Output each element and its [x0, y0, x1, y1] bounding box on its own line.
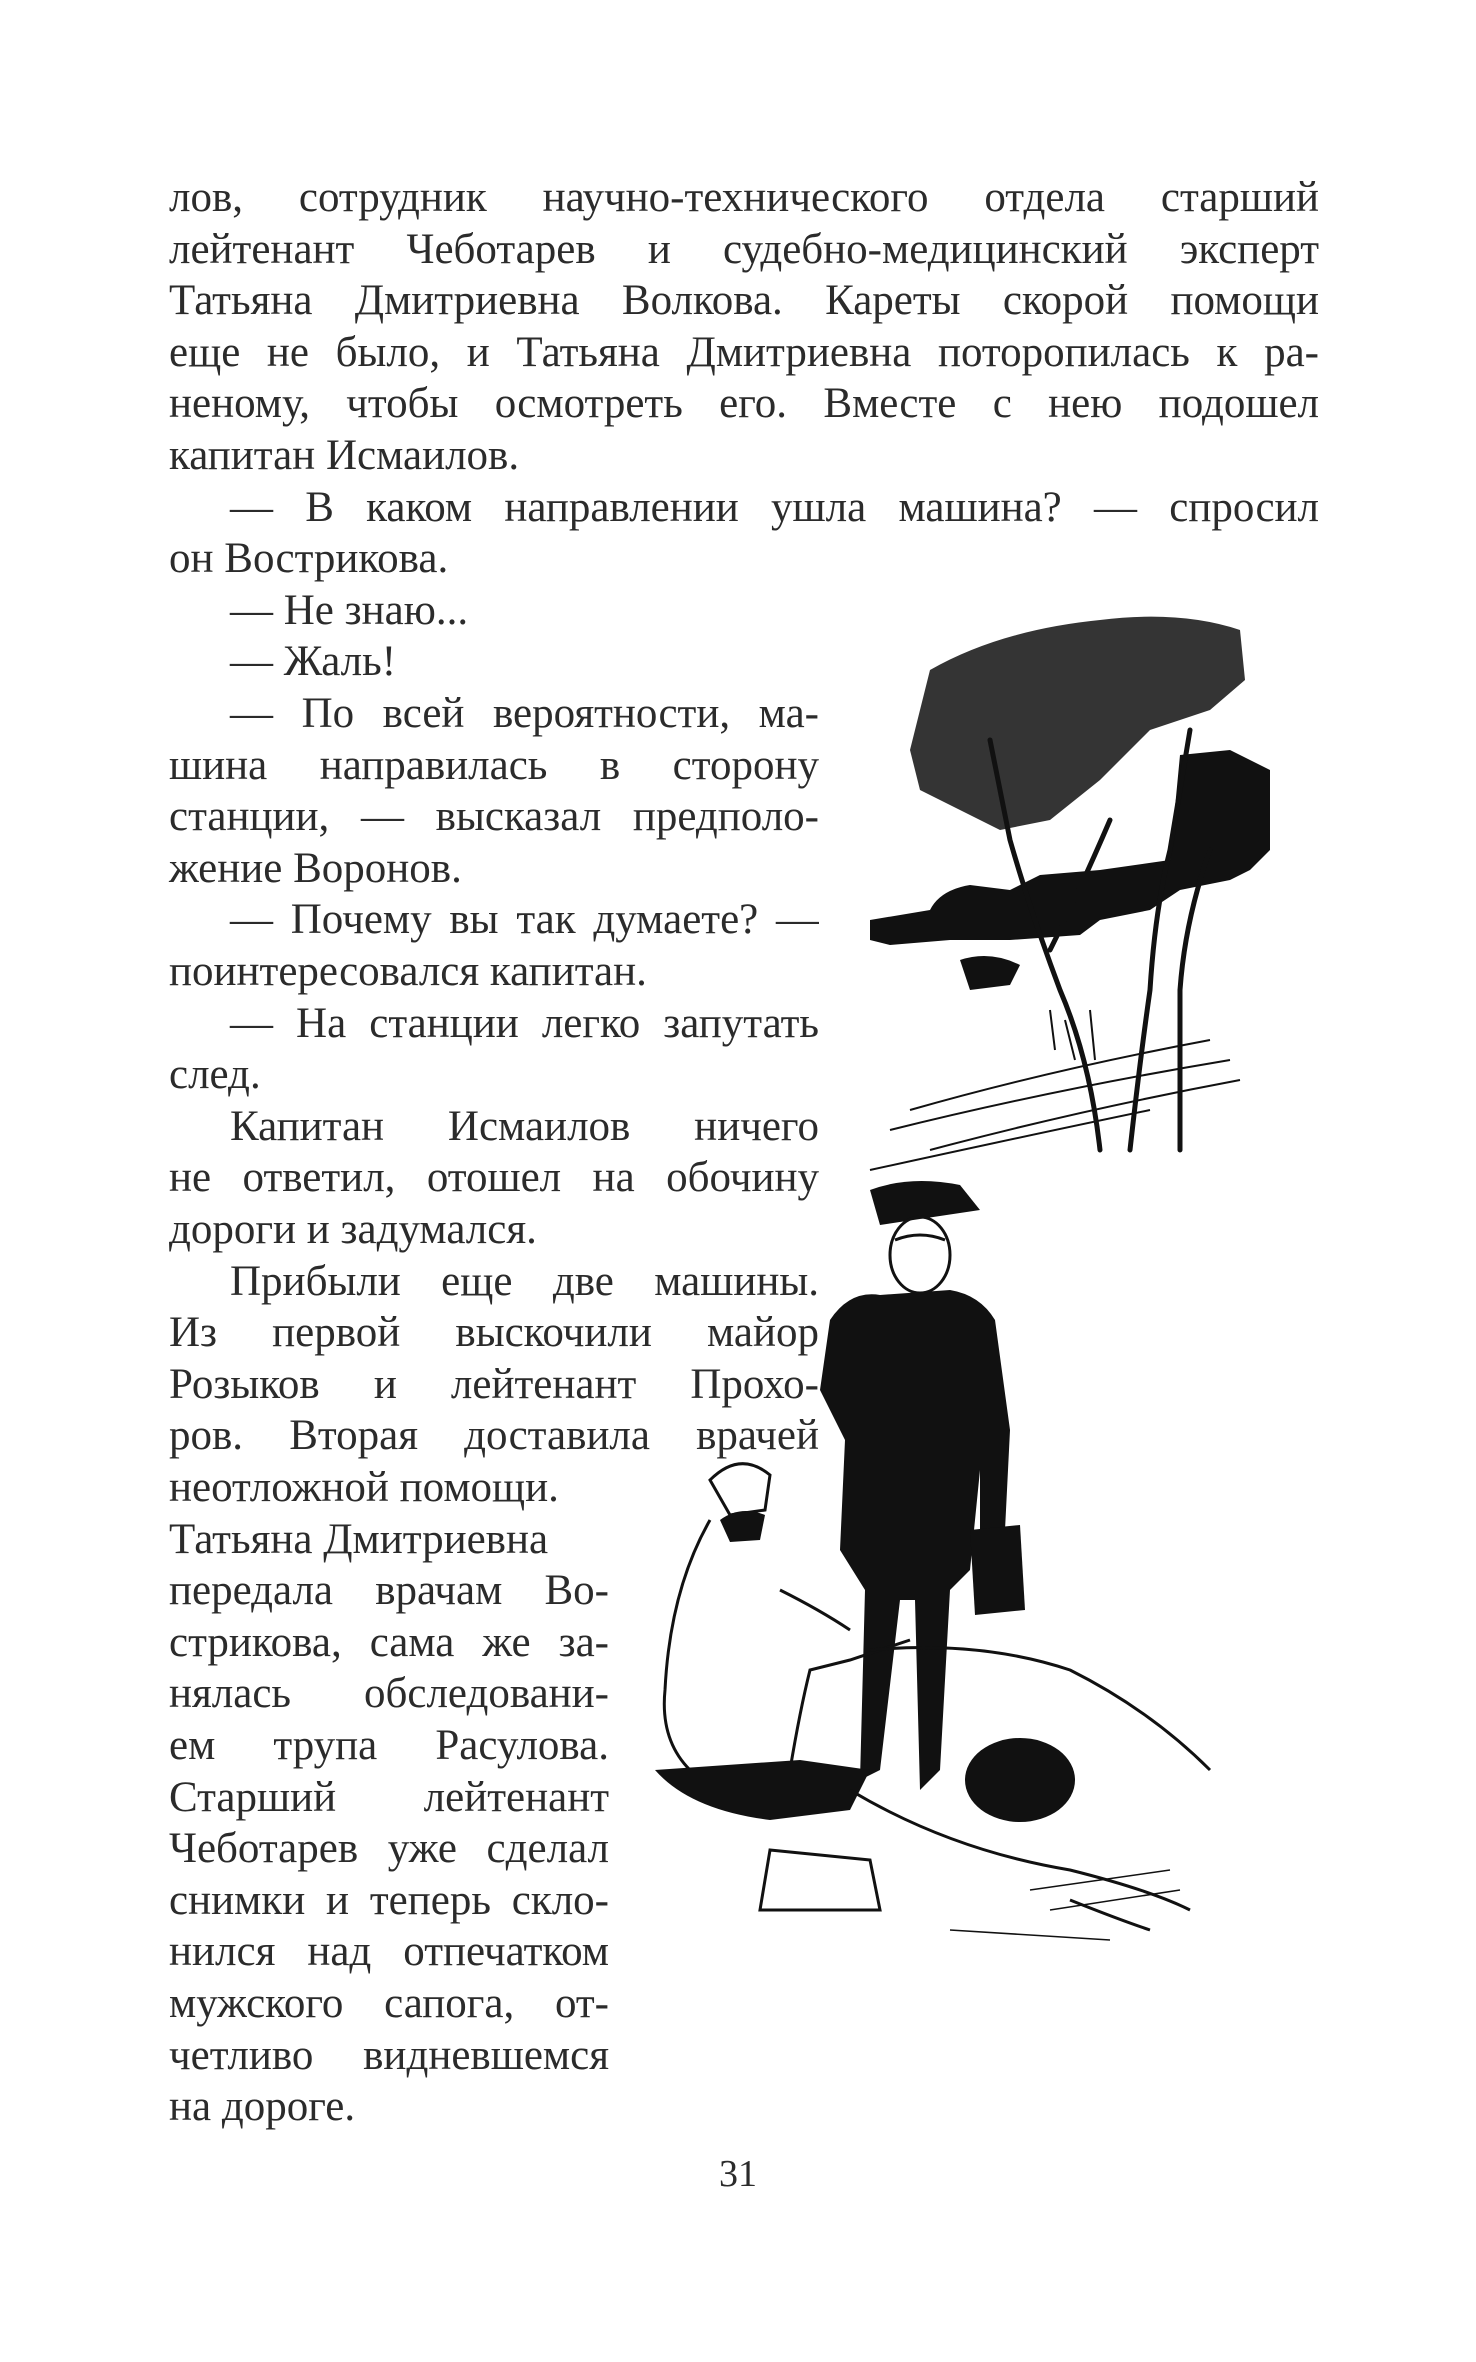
page-number: 31: [719, 2153, 757, 2195]
text-line: Старший лейтенант: [169, 1774, 609, 1821]
text-line: четливо видневшемся: [169, 2032, 609, 2079]
text-line: нился над отпечатком: [169, 1928, 609, 1975]
text-line: мужского сапога, от-: [169, 1980, 609, 2027]
text-line: жение Воронов.: [169, 845, 462, 892]
text-line: Чеботарев уже сделал: [169, 1825, 609, 1872]
text-line: ров. Вторая доставила врачей: [169, 1412, 819, 1459]
text-line: ем трупа Расулова.: [169, 1722, 609, 1769]
text-line: капитан Исмаилов.: [169, 432, 520, 479]
text-line: еще не было, и Татьяна Дмитриевна поторопилась к ра-: [169, 329, 1319, 376]
text-line: станции, — высказал предполо-: [169, 793, 819, 840]
text-line: — Жаль!: [230, 638, 397, 685]
text-line: неотложной помощи.: [169, 1464, 559, 1511]
text-line: Татьяна Дмитриевна: [169, 1516, 549, 1563]
text-line: нялась обследовани-: [169, 1670, 609, 1717]
text-line: лов, сотрудник научно-технического отдела старший: [169, 174, 1319, 221]
text-line: — Почему вы так думаете? —: [230, 896, 819, 943]
text-line: он Вострикова.: [169, 535, 449, 582]
text-line: Капитан Исмаилов ничего: [230, 1103, 819, 1150]
text-line: стрикова, сама же за-: [169, 1619, 609, 1666]
text-line: Из первой выскочили майор: [169, 1309, 819, 1356]
text-line: — По всей вероятности, ма-: [230, 690, 819, 737]
tree-illustration: [850, 590, 1310, 1190]
text-line: передала врачам Во-: [169, 1567, 609, 1614]
text-line: — На станции легко запутать: [230, 1000, 819, 1047]
text-line: шина направилась в сторону: [169, 742, 819, 789]
text-line: — Не знаю...: [230, 587, 469, 634]
text-line: неному, чтобы осмотреть его. Вместе с нею подошел: [169, 380, 1319, 427]
figures-illustration: [650, 1170, 1350, 2100]
text-line: Розыков и лейтенант Прохо-: [169, 1361, 819, 1408]
text-line: снимки и теперь скло-: [169, 1877, 609, 1924]
text-line: на дороге.: [169, 2083, 356, 2130]
text-line: Прибыли еще две машины.: [230, 1258, 819, 1305]
text-line: лейтенант Чеботарев и судебно-медицинский эксперт: [169, 226, 1319, 273]
text-line: не ответил, отошел на обочину: [169, 1154, 819, 1201]
text-line: поинтересовался капитан.: [169, 948, 647, 995]
text-line: след.: [169, 1051, 261, 1098]
text-line: — В каком направлении ушла машина? — спросил: [230, 484, 1319, 531]
text-line: Татьяна Дмитриевна Волкова. Кареты скорой помощи: [169, 277, 1319, 324]
text-line: дороги и задумался.: [169, 1206, 537, 1253]
